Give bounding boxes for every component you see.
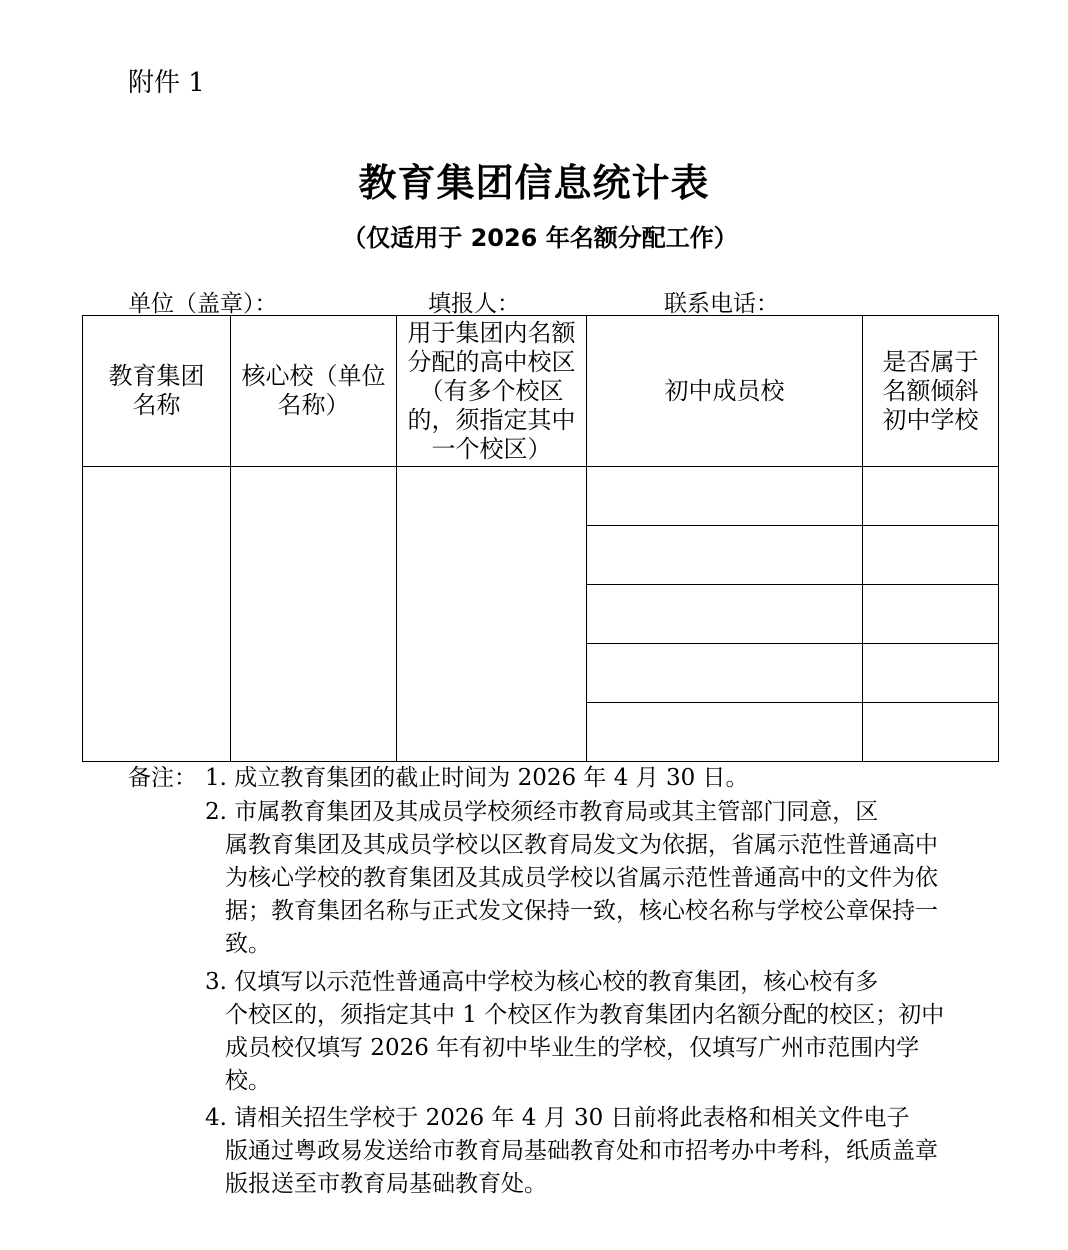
group-info-table <box>82 315 999 762</box>
member-school-cell[interactable] <box>587 467 863 526</box>
note-text-continued: 属教育集团及其成员学校以区教育局发文为依据，省属示范性普通高中为核心学校的教育集团及其成员学校以省属示范性普通高中的文件为依据；教育集团名称与正式发文保持一致，核心校名称与学校公章保持一致。 <box>225 832 938 957</box>
tilt-cell[interactable] <box>863 467 999 526</box>
note-text: 1. 成立教育集团的截止时间为 2026 年 4 月 30 日。 <box>205 765 749 791</box>
tilt-cell[interactable] <box>863 644 999 703</box>
notes-label: 备注： <box>128 765 197 791</box>
tilt-cell[interactable] <box>863 526 999 585</box>
header-row <box>83 316 999 467</box>
header-tilt: 是否属于名额倾斜初中学校 <box>863 316 999 467</box>
campus-cell[interactable] <box>397 467 587 762</box>
phone-label: 联系电话： <box>664 291 779 317</box>
header-member-school: 初中成员校 <box>587 316 863 467</box>
table-row <box>83 467 999 526</box>
note-item <box>205 796 955 961</box>
core-school-cell[interactable] <box>231 467 397 762</box>
note-item <box>205 1102 955 1201</box>
header-campus: 用于集团内名额分配的高中校区（有多个校区的，须指定其中一个校区） <box>397 316 587 467</box>
note-text: 3. 仅填写以示范性普通高中学校为核心校的教育集团，核心校有多 <box>205 969 879 995</box>
group-name-cell[interactable] <box>83 467 231 762</box>
member-school-cell[interactable] <box>587 585 863 644</box>
note-item <box>205 762 955 795</box>
header-group-name: 教育集团名称 <box>83 316 231 467</box>
form-subtitle: （仅适用于 2026 年名额分配工作） <box>342 224 738 252</box>
member-school-cell[interactable] <box>587 526 863 585</box>
filler-label: 填报人： <box>428 291 520 317</box>
header-core-school: 核心校（单位名称） <box>231 316 397 467</box>
tilt-cell[interactable] <box>863 585 999 644</box>
note-text: 2. 市属教育集团及其成员学校须经市教育局或其主管部门同意，区 <box>205 799 879 825</box>
tilt-cell[interactable] <box>863 703 999 762</box>
member-school-cell[interactable] <box>587 703 863 762</box>
note-text-continued: 个校区的，须指定其中 1 个校区作为教育集团内名额分配的校区；初中成员校仅填写 2026 年有初中毕业生的学校，仅填写广州市范围内学校。 <box>225 1002 945 1094</box>
note-item <box>205 966 955 1098</box>
note-text-continued: 版通过粤政易发送给市教育局基础教育处和市招考办中考科，纸质盖章版报送至市教育局基础教育处。 <box>225 1138 938 1197</box>
form-title: 教育集团信息统计表 <box>358 161 710 205</box>
note-text: 4. 请相关招生学校于 2026 年 4 月 30 日前将此表格和相关文件电子 <box>205 1105 910 1131</box>
attachment-label: 附件 1 <box>128 68 205 98</box>
unit-stamp-label: 单位（盖章）： <box>128 291 278 317</box>
member-school-cell[interactable] <box>587 644 863 703</box>
